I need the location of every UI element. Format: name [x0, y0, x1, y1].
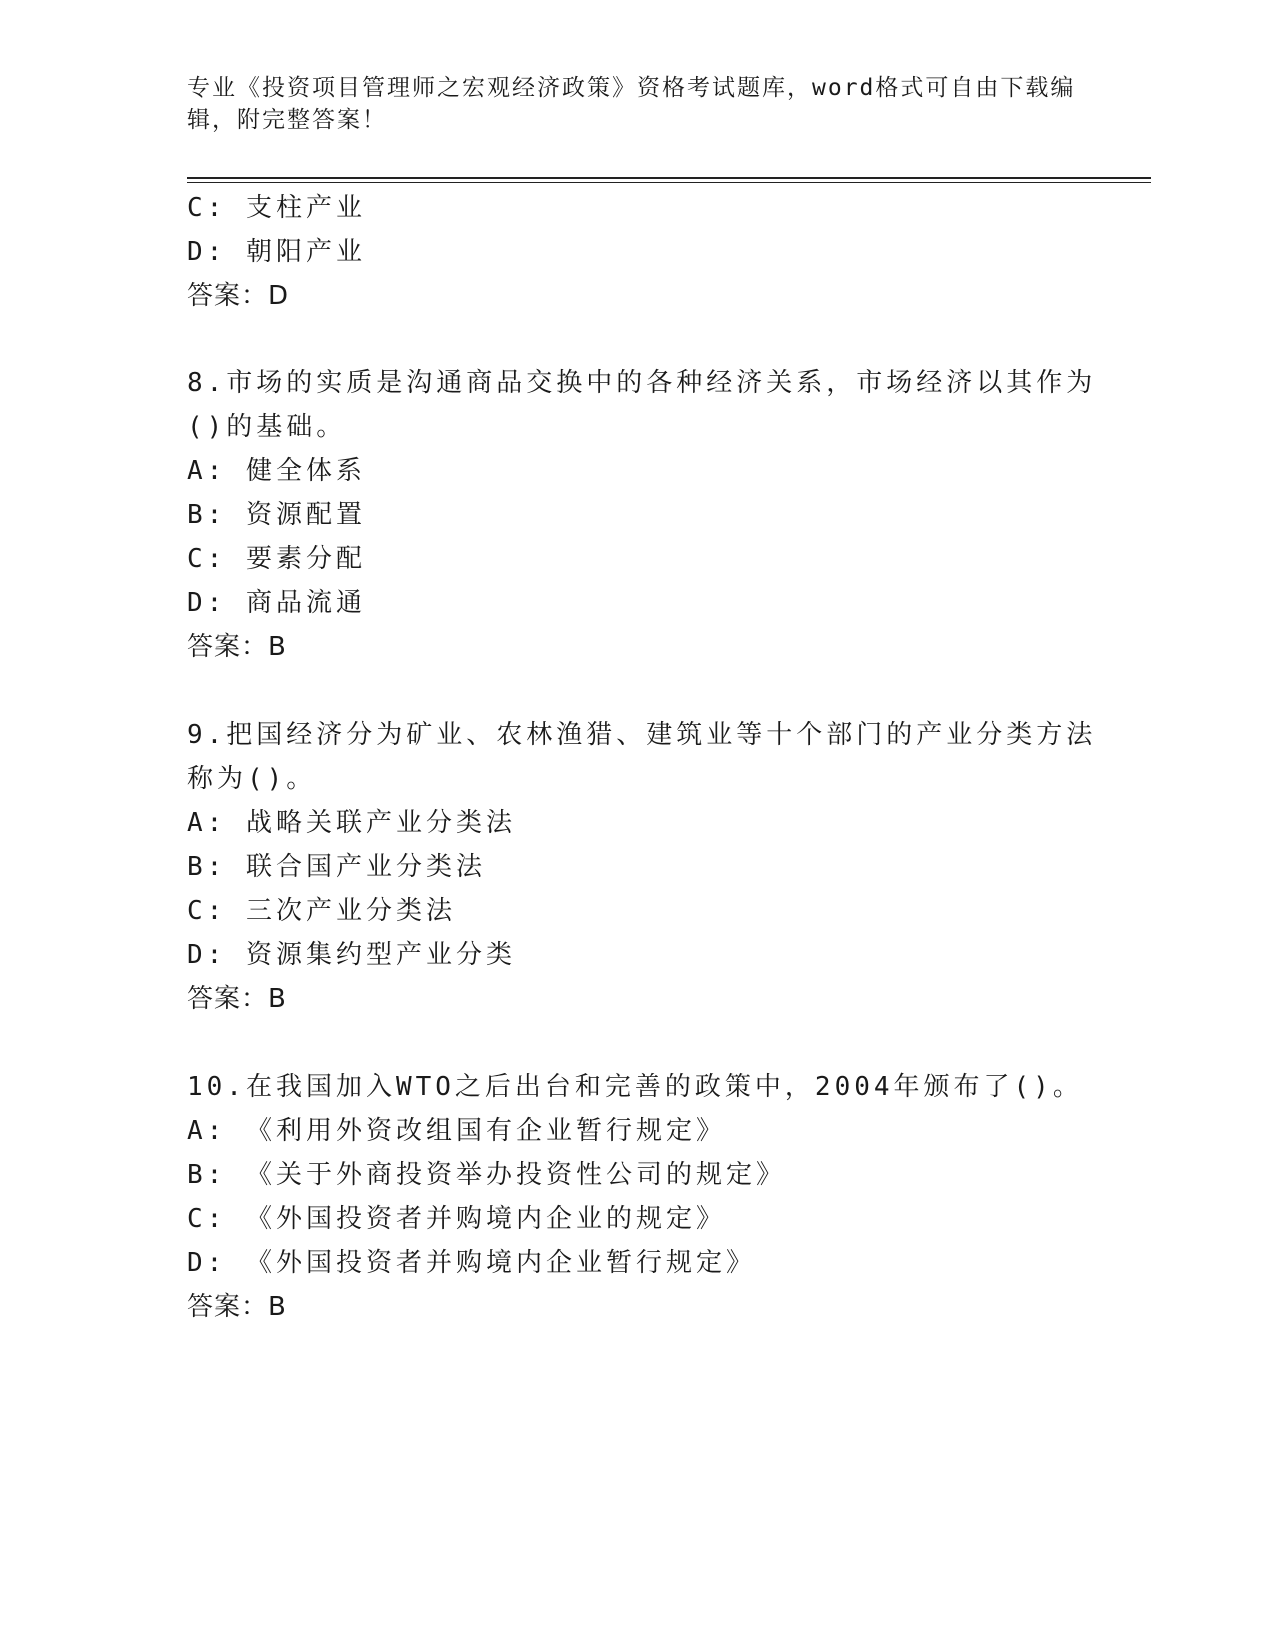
q8-stem-line-1: 8.市场的实质是沟通商品交换中的各种经济关系，市场经济以其作为 — [187, 368, 1097, 398]
q10-stem-line-1: 10.在我国加入WTO之后出台和完善的政策中，2004年颁布了()。 — [187, 1072, 1083, 1102]
q10-option-d: D: 《外国投资者并购境内企业暂行规定》 — [187, 1248, 756, 1278]
header-line-1: 专业《投资项目管理师之宏观经济政策》资格考试题库，word格式可自由下载编 — [187, 75, 1076, 101]
q9-answer: 答案：B — [187, 984, 287, 1014]
q10-option-c: C: 《外国投资者并购境内企业的规定》 — [187, 1204, 726, 1234]
q7-option-c: C: 支柱产业 — [187, 193, 366, 223]
q7-option-d: D: 朝阳产业 — [187, 237, 366, 267]
q9-stem-line-2: 称为()。 — [187, 764, 317, 794]
q9-option-c: C: 三次产业分类法 — [187, 896, 456, 926]
q9-option-b: B: 联合国产业分类法 — [187, 852, 486, 882]
header-divider — [187, 177, 1151, 183]
q8-option-c: C: 要素分配 — [187, 544, 366, 574]
document-header — [187, 72, 1087, 136]
q10-option-a: A: 《利用外资改组国有企业暂行规定》 — [187, 1116, 726, 1146]
q10-option-b: B: 《关于外商投资举办投资性公司的规定》 — [187, 1160, 786, 1190]
q8-option-d: D: 商品流通 — [187, 588, 366, 618]
q9-option-d: D: 资源集约型产业分类 — [187, 940, 516, 970]
q8-answer: 答案：B — [187, 632, 287, 662]
q8-option-b: B: 资源配置 — [187, 500, 366, 530]
q9-stem-line-1: 9.把国经济分为矿业、农林渔猎、建筑业等十个部门的产业分类方法 — [187, 720, 1097, 750]
q8-stem-line-2: ()的基础。 — [187, 412, 347, 442]
q7-answer: 答案：D — [187, 281, 290, 311]
q8-option-a: A: 健全体系 — [187, 456, 366, 486]
header-line-2: 辑，附完整答案！ — [187, 107, 387, 133]
q10-answer: 答案：B — [187, 1292, 287, 1322]
q9-option-a: A: 战略关联产业分类法 — [187, 808, 516, 838]
